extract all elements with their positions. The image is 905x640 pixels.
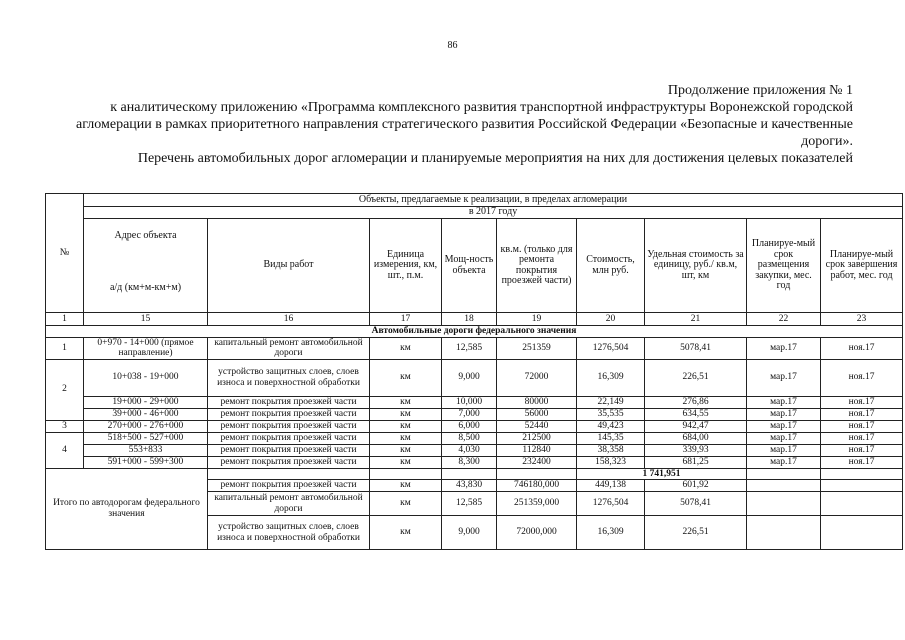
col-number: 15 bbox=[84, 313, 208, 326]
row-sqm: 232400 bbox=[497, 456, 577, 468]
row-unit-cost: 684,00 bbox=[645, 432, 747, 444]
totals-unit: км bbox=[370, 516, 442, 550]
row-cost: 16,309 bbox=[577, 359, 645, 396]
col-number: 16 bbox=[208, 313, 370, 326]
totals-work: капитальный ремонт автомобильной дороги bbox=[208, 492, 370, 516]
row-sqm: 80000 bbox=[497, 396, 577, 408]
totals-work: ремонт покрытия проезжей части bbox=[208, 480, 370, 492]
row-work: ремонт покрытия проезжей части bbox=[208, 456, 370, 468]
row-procurement: мар.17 bbox=[747, 408, 821, 420]
totals-unit: км bbox=[370, 492, 442, 516]
row-no: 1 bbox=[46, 337, 84, 359]
totals-unit-cost: 601,92 bbox=[645, 480, 747, 492]
row-cost: 22,149 bbox=[577, 396, 645, 408]
header-completion: Планируе-мый срок завершения работ, мес. год bbox=[821, 219, 903, 313]
row-completion: ноя.17 bbox=[821, 359, 903, 396]
row-cost: 49,423 bbox=[577, 420, 645, 432]
row-procurement: мар.17 bbox=[747, 456, 821, 468]
row-unit-cost: 942,47 bbox=[645, 420, 747, 432]
row-no: 3 bbox=[46, 420, 84, 432]
row-work: ремонт покрытия проезжей части bbox=[208, 444, 370, 456]
totals-unit-cost: 226,51 bbox=[645, 516, 747, 550]
col-number: 19 bbox=[497, 313, 577, 326]
row-cost: 158,323 bbox=[577, 456, 645, 468]
header-procurement: Планируе-мый срок размещения закупки, мес. год bbox=[747, 219, 821, 313]
totals-work: устройство защитных слоев, слоев износа и поверхностной обработки bbox=[208, 516, 370, 550]
column-numbers-row bbox=[46, 313, 903, 326]
row-completion: ноя.17 bbox=[821, 444, 903, 456]
row-unit-cost: 634,55 bbox=[645, 408, 747, 420]
totals-sum: 1 741,951 bbox=[577, 468, 747, 480]
row-cost: 38,358 bbox=[577, 444, 645, 456]
row-capacity: 7,000 bbox=[442, 408, 497, 420]
row-address: 518+500 - 527+000 bbox=[84, 432, 208, 444]
col-number: 1 bbox=[46, 313, 84, 326]
col-number: 18 bbox=[442, 313, 497, 326]
page-number: 86 bbox=[447, 40, 458, 51]
row-procurement: мар.17 bbox=[747, 444, 821, 456]
row-unit-cost: 681,25 bbox=[645, 456, 747, 468]
row-unit-cost: 339,93 bbox=[645, 444, 747, 456]
header-sqm: кв.м. (только для ремонта покрытия проезжей части) bbox=[497, 219, 577, 313]
row-address: 0+970 - 14+000 (прямое направление) bbox=[84, 337, 208, 359]
row-work: устройство защитных слоев, слоев износа и поверхностной обработки bbox=[208, 359, 370, 396]
table-row bbox=[46, 408, 903, 420]
col-number: 23 bbox=[821, 313, 903, 326]
totals-capacity: 9,000 bbox=[442, 516, 497, 550]
row-completion: ноя.17 bbox=[821, 420, 903, 432]
row-completion: ноя.17 bbox=[821, 456, 903, 468]
row-unit: км bbox=[370, 420, 442, 432]
totals-capacity: 43,830 bbox=[442, 480, 497, 492]
header-no: № bbox=[46, 194, 84, 313]
row-no: 4 bbox=[46, 432, 84, 468]
row-work: ремонт покрытия проезжей части bbox=[208, 420, 370, 432]
header-unit: Единица измерения, км, шт., п.м. bbox=[370, 219, 442, 313]
row-unit: км bbox=[370, 408, 442, 420]
row-capacity: 6,000 bbox=[442, 420, 497, 432]
roads-table bbox=[45, 193, 903, 550]
col-number: 17 bbox=[370, 313, 442, 326]
row-unit: км bbox=[370, 456, 442, 468]
row-unit: км bbox=[370, 359, 442, 396]
totals-unit: км bbox=[370, 480, 442, 492]
row-sqm: 112840 bbox=[497, 444, 577, 456]
row-no: 2 bbox=[46, 359, 84, 420]
table-row bbox=[46, 420, 903, 432]
row-unit: км bbox=[370, 396, 442, 408]
table-row bbox=[46, 396, 903, 408]
appendix-subtitle: к аналитическому приложению «Программа комплексного развития транспортной инфраструктуры Воронежской городской агломерации в рамках приоритетного направления стратегического развития Российской Федерации «Безопасные и качественные дороги». bbox=[76, 100, 853, 149]
row-unit: км bbox=[370, 432, 442, 444]
row-cost: 35,535 bbox=[577, 408, 645, 420]
header-address-format: а/д (км+м-км+м) bbox=[84, 279, 208, 299]
row-cost: 1276,504 bbox=[577, 337, 645, 359]
row-capacity: 4,030 bbox=[442, 444, 497, 456]
row-unit-cost: 5078,41 bbox=[645, 337, 747, 359]
row-completion: ноя.17 bbox=[821, 337, 903, 359]
row-unit-cost: 226,51 bbox=[645, 359, 747, 396]
appendix-title: Продолжение приложения № 1 bbox=[667, 83, 853, 98]
row-address: 19+000 - 29+000 bbox=[84, 396, 208, 408]
col-number: 21 bbox=[645, 313, 747, 326]
totals-label: Итого по автодорогам федерального значения bbox=[46, 468, 208, 550]
row-capacity: 8,500 bbox=[442, 432, 497, 444]
row-completion: ноя.17 bbox=[821, 408, 903, 420]
header-unit-cost: Удельная стоимость за единицу, руб./ кв.м, шт, км bbox=[645, 219, 747, 313]
row-work: ремонт покрытия проезжей части bbox=[208, 396, 370, 408]
totals-sum-row bbox=[46, 468, 903, 480]
col-number: 20 bbox=[577, 313, 645, 326]
table-row bbox=[46, 432, 903, 444]
header-capacity: Мощ-ность объекта bbox=[442, 219, 497, 313]
row-address: 10+038 - 19+000 bbox=[84, 359, 208, 396]
row-capacity: 12,585 bbox=[442, 337, 497, 359]
row-capacity: 8,300 bbox=[442, 456, 497, 468]
row-address: 553+833 bbox=[84, 444, 208, 456]
row-work: капитальный ремонт автомобильной дороги bbox=[208, 337, 370, 359]
section-title: Автомобильные дороги федерального значения bbox=[46, 326, 903, 338]
row-procurement: мар.17 bbox=[747, 359, 821, 396]
row-completion: ноя.17 bbox=[821, 432, 903, 444]
row-unit-cost: 276,86 bbox=[645, 396, 747, 408]
row-sqm: 212500 bbox=[497, 432, 577, 444]
row-work: ремонт покрытия проезжей части bbox=[208, 408, 370, 420]
totals-cost: 1276,504 bbox=[577, 492, 645, 516]
totals-unit-cost: 5078,41 bbox=[645, 492, 747, 516]
row-capacity: 9,000 bbox=[442, 359, 497, 396]
row-procurement: мар.17 bbox=[747, 337, 821, 359]
totals-cost: 16,309 bbox=[577, 516, 645, 550]
row-unit: км bbox=[370, 444, 442, 456]
totals-capacity: 12,585 bbox=[442, 492, 497, 516]
row-capacity: 10,000 bbox=[442, 396, 497, 408]
row-sqm: 52440 bbox=[497, 420, 577, 432]
row-completion: ноя.17 bbox=[821, 396, 903, 408]
table-row bbox=[46, 359, 903, 396]
row-procurement: мар.17 bbox=[747, 396, 821, 408]
row-unit: км bbox=[370, 337, 442, 359]
row-cost: 145,35 bbox=[577, 432, 645, 444]
document-header bbox=[33, 82, 853, 167]
table-caption: Перечень автомобильных дорог агломерации и планируемые мероприятия на них для достижения целевых показателей bbox=[137, 151, 853, 166]
totals-sqm: 746180,000 bbox=[497, 480, 577, 492]
row-sqm: 251359 bbox=[497, 337, 577, 359]
table-row bbox=[46, 444, 903, 456]
table-row bbox=[46, 337, 903, 359]
row-sqm: 72000 bbox=[497, 359, 577, 396]
header-address: Адрес объекта bbox=[84, 219, 208, 279]
header-year: в 2017 году bbox=[84, 207, 903, 219]
totals-sqm: 251359,000 bbox=[497, 492, 577, 516]
header-work-types: Виды работ bbox=[208, 219, 370, 313]
row-procurement: мар.17 bbox=[747, 432, 821, 444]
row-work: ремонт покрытия проезжей части bbox=[208, 432, 370, 444]
col-number: 22 bbox=[747, 313, 821, 326]
row-sqm: 56000 bbox=[497, 408, 577, 420]
table-row bbox=[46, 456, 903, 468]
row-address: 270+000 - 276+000 bbox=[84, 420, 208, 432]
totals-sqm: 72000,000 bbox=[497, 516, 577, 550]
row-address: 39+000 - 46+000 bbox=[84, 408, 208, 420]
row-address: 591+000 - 599+300 bbox=[84, 456, 208, 468]
header-cost: Стоимость, млн руб. bbox=[577, 219, 645, 313]
header-group-title: Объекты, предлагаемые к реализации, в пределах агломерации bbox=[84, 194, 903, 207]
totals-cost: 449,138 bbox=[577, 480, 645, 492]
row-procurement: мар.17 bbox=[747, 420, 821, 432]
